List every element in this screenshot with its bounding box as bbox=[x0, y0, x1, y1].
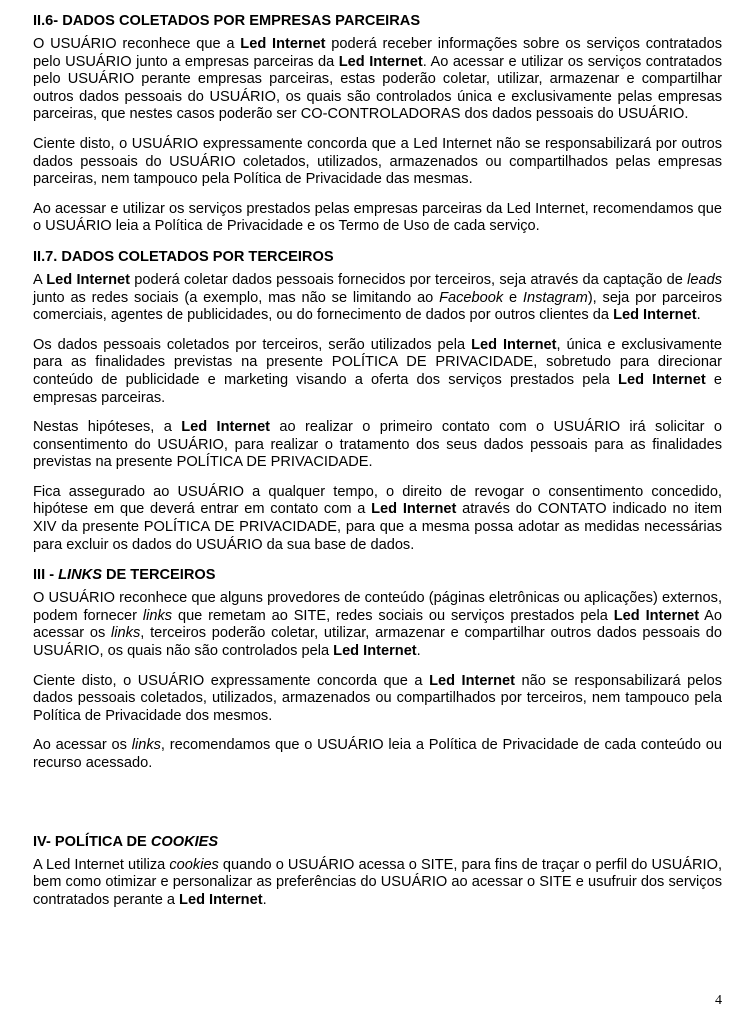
paragraph-ii7-1: A Led Internet poderá coletar dados pessoais fornecidos por terceiros, seja através da captação de leads junto as redes sociais (a exemplo, mas não se limitando ao Facebook e Instagram), seja por parceiros comerciais, agentes de publicidades, ou do fornecimento de dados por outros clientes da Led Internet. bbox=[33, 271, 723, 324]
paragraph-iii-3: Ao acessar os links, recomendamos que o USUÁRIO leia a Política de Privacidade de cada conteúdo ou recurso acessado. bbox=[33, 737, 722, 771]
document-page bbox=[33, 12, 722, 921]
paragraph-iv-1: A Led Internet utiliza cookies quando o USUÁRIO acessa o SITE, para fins de traçar o perfil do USUÁRIO, bem como otimizar e personalizar as preferências do USUÁRIO ao acessar o SITE e usufruir dos serviços contratados perante a Led Internet. bbox=[33, 856, 723, 908]
paragraph-ii6-1: O USUÁRIO reconhece que a Led Internet poderá receber informações sobre os serviços contratados pelo USUÁRIO junto a empresas parceiras da Led Internet. Ao acessar e utilizar os serviços contratados pelo USUÁRIO perante empresas parceiras, estas poderão coletar, utilizar, armazenar e compartilhar outros dados pessoais do USUÁRIO, os quais são controlados única e exclusivamente pelas empresas parceiras, que nestes casos poderão ser CO-CONTROLADORAS dos dados pessoais do USUÁRIO. bbox=[33, 36, 723, 123]
heading-ii7: II.7. DADOS COLETADOS POR TERCEIROS bbox=[33, 248, 334, 265]
heading-iii: III - LINKS DE TERCEIROS bbox=[33, 567, 216, 584]
section-spacer bbox=[33, 785, 722, 833]
heading-iv: IV- POLÍTICA DE COOKIES bbox=[33, 833, 219, 850]
paragraph-ii6-2: Ciente disto, o USUÁRIO expressamente concorda que a Led Internet não se responsabilizará por outros dados pessoais do USUÁRIO coletados, utilizados, armazenados ou compartilhados pelas empresas parceiras, nem tampouco pela Política de Privacidade das mesmas. bbox=[33, 135, 722, 188]
paragraph-ii6-3: Ao acessar e utilizar os serviços prestados pelas empresas parceiras da Led Internet, recomendamos que o USUÁRIO leia a Política de Privacidade e os Termo de Uso de cada serviço. bbox=[33, 200, 722, 235]
paragraph-iii-2: Ciente disto, o USUÁRIO expressamente concorda que a Led Internet não se responsabilizará pelos dados pessoais coletados, utilizados, armazenados ou compartilhados por terceiros, nem tampouco pela Política de Privacidade dos mesmos. bbox=[33, 672, 723, 724]
paragraph-iii-1: O USUÁRIO reconhece que alguns provedores de conteúdo (páginas eletrônicas ou aplicações) externos, podem fornecer links que remetam ao SITE, redes sociais ou serviços prestados pela Led Internet Ao acessar os links, terceiros poderão coletar, utilizar, armazenar e compartilhar outros dados pessoais do USUÁRIO, os quais não são controlados pela Led Internet. bbox=[33, 590, 723, 660]
page-number: 4 bbox=[715, 993, 722, 1008]
paragraph-ii7-3: Nestas hipóteses, a Led Internet ao realizar o primeiro contato com o USUÁRIO irá solicitar o consentimento do USUÁRIO, para realizar o tratamento dos seus dados pessoais para as finalidades previstas na presente POLÍTICA DE PRIVACIDADE. bbox=[33, 419, 722, 471]
paragraph-ii7-4: Fica assegurado ao USUÁRIO a qualquer tempo, o direito de revogar o consentimento concedido, hipótese em que deverá entrar em contato com a Led Internet através do CONTATO indicado no item XIV da presente POLÍTICA DE PRIVACIDADE, para que a mesma possa adotar as medidas necessárias para excluir os dados do USUÁRIO da sua base de dados. bbox=[33, 483, 723, 553]
heading-ii6: II.6- DADOS COLETADOS POR EMPRESAS PARCEIRAS bbox=[33, 13, 421, 29]
paragraph-ii7-2: Os dados pessoais coletados por terceiros, serão utilizados pela Led Internet, única e exclusivamente para as finalidades previstas na presente POLÍTICA DE PRIVACIDADE, sobretudo para direcionar conteúdo de publicidade e marketing visando a oferta dos serviços prestados pela Led Internet e empresas parceiras. bbox=[33, 336, 723, 406]
